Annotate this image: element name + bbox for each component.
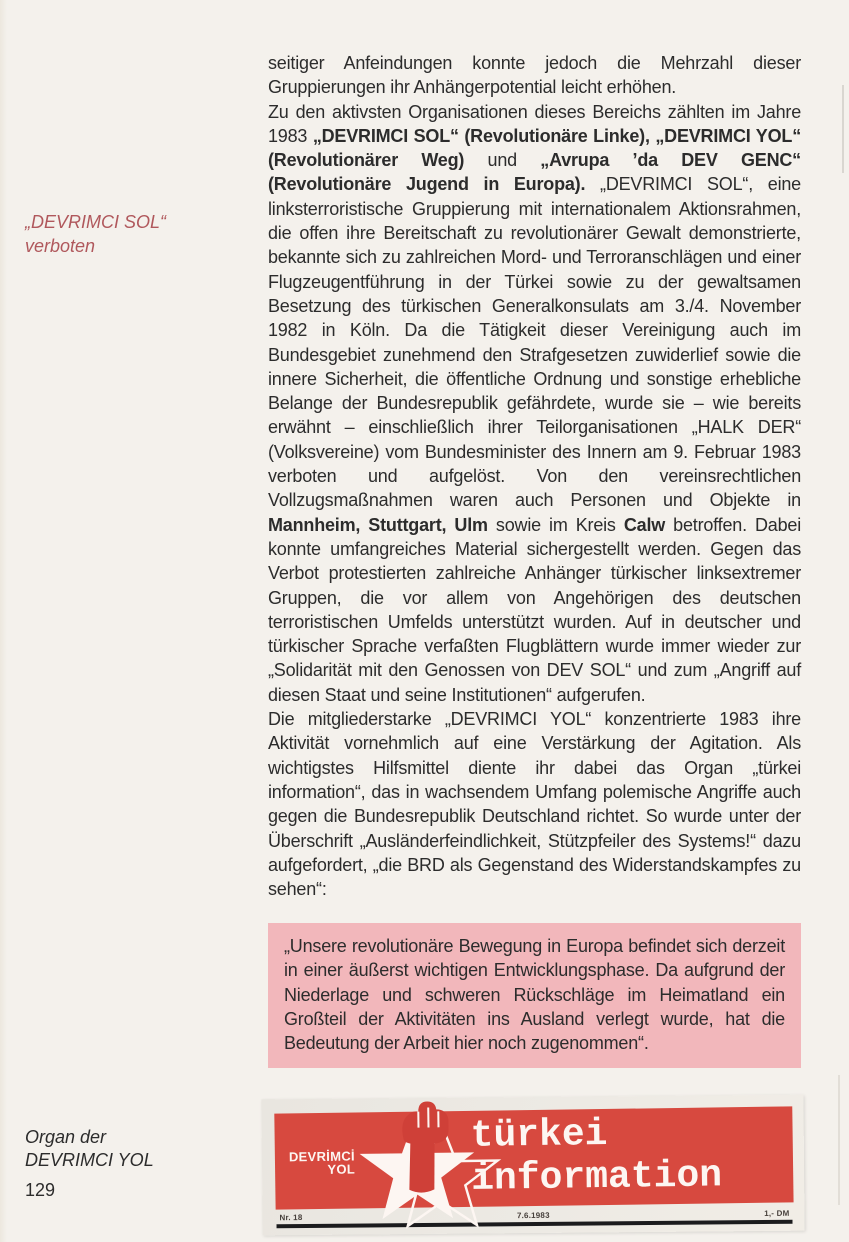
masthead-banner (274, 1106, 793, 1209)
devrimci-yol-label (287, 1149, 355, 1176)
margin-note-line: „DEVRIMCI SOL“ (25, 212, 167, 232)
quote-text: „Unsere revolutionäre Bewegung in Europa befindet sich derzeit in einer äußerst wichtigen Entwicklungsphase. Da aufgrund der Niederlage und schweren Rückschläge im Heimatland ein Großteil der Aktivitäten ins Ausland verlegt wurde, hat die Bedeutung der Arbeit hier noch zugenommen“. (284, 936, 785, 1053)
margin-note-line: Organ der (25, 1127, 107, 1147)
margin-note-line: verboten (25, 236, 96, 256)
org-label-line: YOL (327, 1161, 356, 1177)
main-text-column (268, 51, 801, 1233)
page-number: 129 (25, 1180, 56, 1200)
scan-crease-artifact (838, 1075, 840, 1205)
body-text (268, 51, 801, 901)
issue-number: Nr. 18 (279, 1212, 303, 1223)
margin-note-devrimci-sol-verboten (25, 210, 235, 258)
body-paragraph: Die mitgliederstarke „DEVRIMCI YOL“ konzentrierte 1983 ihre Aktivität vornehmlich auf eine Verstärkung der Agitation. Als wichtigstes Hilfsmittel diente ihr dabei das Organ „türkei information“, das in wachsendem Umfang polemische Angriffe auch gegen die Bundesrepublik Deutschland richtet. So wurde unter der Überschrift „Ausländerfeindlichkeit, Stützpfeiler des Systems!“ dazu aufgefordert, „die BRD als Gegenstand des Widerstandskampfes zu sehen“: (268, 709, 801, 900)
scan-edge-artifact (0, 0, 7, 1242)
issue-date: 7.6.1983 (516, 1210, 550, 1221)
body-paragraph: seitiger Anfeindungen konnte jedoch die Mehrzahl dieser Gruppierungen ihr Anhängerpotential leicht erhöhen. (268, 53, 801, 98)
body-paragraph: Zu den aktivsten Organisationen dieses Bereichs zählten im Jahre 1983 „DEVRIMCI SOL“ (Revolutionäre Linke), „DEVRIMCI YOL“ (Revolutionärer Weg) und „Avrupa ’da DEV GENC“ (Revolutionäre Jugend in Europa). „DEVRIMCI SOL“, eine linksterroristische Gruppierung mit internationalem Aktionsrahmen, die offen ihre Bereitschaft zu revolutionärer Gewalt demonstrierte, bekannte sich zu zahlreichen Mord- und Terroranschlägen und einer Flugzeugentführung in der Türkei sowie zu der gewaltsamen Besetzung des türkischen Generalkonsulats am 3./4. November 1982 in Köln. Da die Tätigkeit dieser Vereinigung auch im Bundesgebiet zunehmend den Strafgesetzen zuwiderlief sowie die innere Sicherheit, die öffentliche Ordnung und sonstige erhebliche Belange der Bundesrepublik gefährdete, wurde sie – wie bereits erwähnt – einschließlich ihrer Teilorganisationen „HALK DER“ (Volksvereine) vom Bundesminister des Innern am 9. Februar 1983 verboten und aufgelöst. Von den vereinsrechtlichen Vollzugsmaßnahmen waren auch Personen und Objekte in Mannheim, Stuttgart, Ulm sowie im Kreis Calw betroffen. Dabei konnte umfangreiches Material sichergestellt werden. Gegen das Verbot protestierten zahlreiche Anhänger türkischer linksextremer Gruppen, die vor allem von Angehörigen des deutschen terroristischen Umfelds unterstützt wurden. Auf in deutscher und türkischer Sprache verfaßten Flugblättern wurde immer wieder zur „Solidarität mit den Genossen von DEV SOL“ und zum „Angriff auf diesen Staat und seine Institutionen“ aufgerufen. (268, 101, 802, 705)
issue-price: 1,- DM (764, 1208, 790, 1218)
org-label-line: DEVRİMCİ (288, 1148, 355, 1165)
masthead-title (470, 1111, 722, 1200)
newspaper-clipping (261, 1094, 804, 1235)
margin-note-organ-der-devrimci-yol (25, 1126, 235, 1172)
margin-note-line: DEVRIMCI YOL (25, 1150, 154, 1170)
masthead-title-line: türkei (470, 1112, 608, 1158)
masthead-title-line: information (470, 1154, 723, 1201)
highlighted-quote-box (268, 923, 801, 1067)
scan-crease-artifact (842, 85, 844, 173)
